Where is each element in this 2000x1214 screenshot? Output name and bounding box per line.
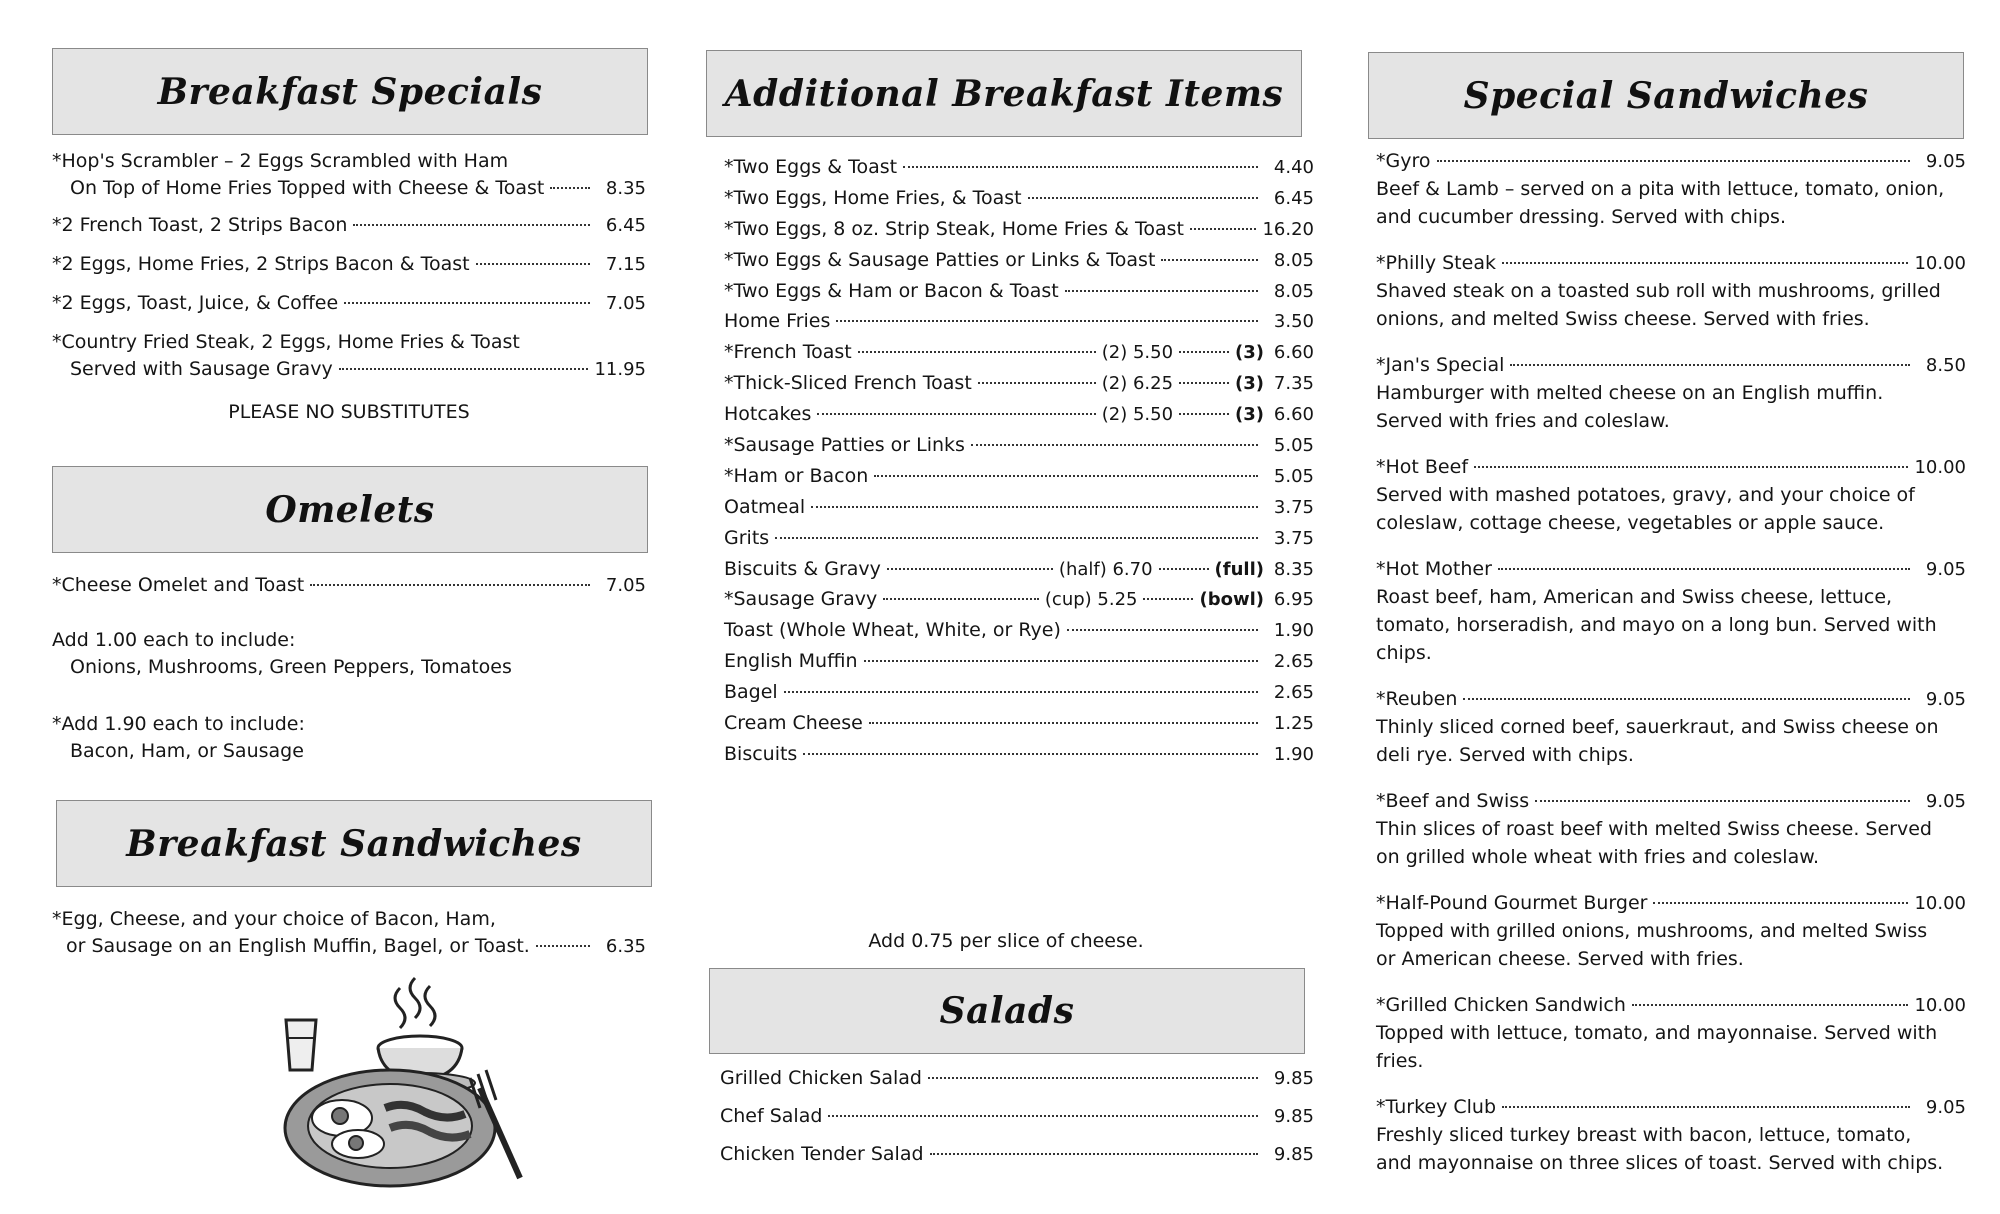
menu-item <box>724 741 1314 768</box>
menu-item <box>1376 1094 1966 1177</box>
item-price: 7.15 <box>605 254 646 275</box>
add-ons-group <box>52 627 646 681</box>
item-description: Topped with lettuce, tomato, and mayonnaise. Served with fries. <box>1376 1022 1938 1072</box>
leader-dots <box>784 691 1258 693</box>
menu-item <box>724 556 1314 583</box>
leader-dots <box>803 753 1258 755</box>
middle-column <box>706 0 1314 1214</box>
item-size-label: (full) <box>1214 558 1264 580</box>
menu-item <box>1376 352 1966 435</box>
item-price: 7.05 <box>605 293 646 314</box>
item-price: 10.00 <box>1914 893 1966 914</box>
item-size-label: (3) <box>1235 342 1264 364</box>
item-price: 6.45 <box>605 215 646 236</box>
item-price: 9.05 <box>1925 151 1966 172</box>
leader-dots <box>1502 262 1909 264</box>
omelets-header <box>52 466 648 553</box>
leader-dots <box>869 722 1258 724</box>
menu-item <box>52 212 646 239</box>
item-price: 6.35 <box>605 936 646 957</box>
item-name: *Two Eggs, 8 oz. Strip Steak, Home Fries & Toast <box>724 217 1184 240</box>
breakfast-specials-list <box>52 148 646 423</box>
item-name: Grilled Chicken Salad <box>720 1067 922 1089</box>
item-price: 8.35 <box>605 178 646 199</box>
special-sandwiches-title: Special Sandwiches <box>1463 74 1869 117</box>
additional-items-header <box>706 50 1302 137</box>
leader-dots <box>1190 228 1257 230</box>
leader-dots <box>1179 382 1229 384</box>
item-name: Home Fries <box>724 310 831 333</box>
item-name: *Country Fried Steak, 2 Eggs, Home Fries & Toast <box>52 331 520 353</box>
leader-dots <box>858 351 1096 353</box>
item-name: *Philly Steak <box>1376 252 1496 274</box>
item-size-label: (bowl) <box>1199 589 1264 611</box>
item-description: Shaved steak on a toasted sub roll with mushrooms, grilled onions, and melted Swiss cheese. Served with fries. <box>1376 280 1941 330</box>
item-price: 2.65 <box>1273 651 1314 673</box>
item-name: *Thick-Sliced French Toast <box>724 372 972 395</box>
menu-item <box>52 251 646 278</box>
item-name: *Reuben <box>1376 688 1458 710</box>
leader-dots <box>1474 466 1908 468</box>
item-name: Bagel <box>724 681 778 704</box>
item-name: *Jan's Special <box>1376 354 1505 376</box>
leader-dots <box>817 413 1095 415</box>
item-header <box>1376 454 1966 481</box>
leader-dots <box>1437 160 1911 162</box>
leader-dots <box>811 506 1258 508</box>
item-price: 1.25 <box>1273 713 1314 735</box>
left-column <box>52 0 652 1214</box>
add-on-heading: Add 1.00 each to include: <box>52 629 296 651</box>
item-name: Chicken Tender Salad <box>720 1143 924 1165</box>
additional-items-list <box>724 154 1314 772</box>
leader-dots <box>1510 364 1910 366</box>
item-price: 6.60 <box>1273 342 1314 364</box>
menu-item <box>52 572 646 599</box>
item-name: *Two Eggs & Sausage Patties or Links & Toast <box>724 248 1156 271</box>
item-price: 3.50 <box>1273 311 1314 333</box>
item-name: Biscuits & Gravy <box>724 557 881 580</box>
menu-item <box>724 308 1314 335</box>
item-name-cont: Served with Sausage Gravy <box>70 358 333 380</box>
leader-dots <box>1067 629 1258 631</box>
item-size-label: (3) <box>1235 373 1264 395</box>
menu-item <box>724 617 1314 644</box>
item-name-cont: On Top of Home Fries Topped with Cheese & Toast <box>70 177 545 199</box>
salads-list <box>720 1065 1314 1179</box>
item-price: 11.95 <box>594 359 646 380</box>
item-size-price: (2) 6.25 <box>1101 373 1174 395</box>
additional-items-title: Additional Breakfast Items <box>724 72 1284 115</box>
item-price: 9.85 <box>1273 1068 1314 1089</box>
menu-item <box>724 216 1314 243</box>
menu-item <box>724 494 1314 521</box>
leader-dots <box>344 302 590 304</box>
item-size-price: (cup) 5.25 <box>1044 589 1138 611</box>
leader-dots <box>476 263 590 265</box>
special-sandwiches-header <box>1368 52 1964 139</box>
item-name: *Hop's Scrambler – 2 Eggs Scrambled with Ham <box>52 150 509 172</box>
item-name: *Gyro <box>1376 150 1431 172</box>
leader-dots <box>1143 598 1193 600</box>
leader-dots <box>1065 290 1258 292</box>
menu-item <box>52 148 646 202</box>
menu-item <box>52 329 646 383</box>
add-on-options: Onions, Mushrooms, Green Peppers, Tomatoes <box>70 656 512 678</box>
item-name: *Grilled Chicken Sandwich <box>1376 994 1626 1016</box>
item-price: 2.65 <box>1273 682 1314 704</box>
item-header <box>1376 1094 1966 1121</box>
item-price: 7.35 <box>1273 373 1314 395</box>
item-header <box>1376 556 1966 583</box>
leader-dots <box>310 584 590 586</box>
breakfast-specials-header <box>52 48 648 135</box>
item-description: Beef & Lamb – served on a pita with lettuce, tomato, onion, and cucumber dressing. Served with chips. <box>1376 178 1945 228</box>
item-name: *Hot Mother <box>1376 558 1492 580</box>
item-price: 10.00 <box>1914 995 1966 1016</box>
item-price: 10.00 <box>1914 253 1966 274</box>
menu-item <box>724 710 1314 737</box>
item-description: Hamburger with melted cheese on an English muffin. Served with fries and coleslaw. <box>1376 382 1884 432</box>
cheese-note: Add 0.75 per slice of cheese. <box>868 930 1144 952</box>
item-header <box>1376 686 1966 713</box>
item-price: 8.50 <box>1925 355 1966 376</box>
leader-dots <box>978 382 1096 384</box>
item-price: 1.90 <box>1273 620 1314 642</box>
right-column <box>1366 0 1966 1214</box>
item-name: *2 French Toast, 2 Strips Bacon <box>52 214 348 236</box>
leader-dots <box>1179 351 1229 353</box>
item-price: 9.05 <box>1925 1097 1966 1118</box>
item-price: 6.60 <box>1273 404 1314 426</box>
item-price: 9.05 <box>1925 791 1966 812</box>
item-name: Grits <box>724 526 770 549</box>
item-header <box>1376 992 1966 1019</box>
item-name: Chef Salad <box>720 1105 823 1127</box>
item-name: *Beef and Swiss <box>1376 790 1530 812</box>
leader-dots <box>1161 259 1258 261</box>
leader-dots <box>1028 197 1258 199</box>
menu-item <box>1376 556 1966 667</box>
leader-dots <box>1535 800 1910 802</box>
item-name: *Two Eggs, Home Fries, & Toast <box>724 186 1022 209</box>
item-name: Hotcakes <box>724 403 812 426</box>
add-ons-group <box>52 711 646 765</box>
item-price: 8.05 <box>1273 249 1314 271</box>
leader-dots <box>864 660 1259 662</box>
item-price: 10.00 <box>1914 457 1966 478</box>
leader-dots <box>550 187 590 189</box>
item-size-price: (2) 5.50 <box>1101 342 1174 364</box>
item-name: *Sausage Patties or Links <box>724 434 965 457</box>
item-description: Served with mashed potatoes, gravy, and your choice of coleslaw, cottage cheese, vegetables or apple sauce. <box>1376 484 1915 534</box>
leader-dots <box>536 945 590 947</box>
item-name: *Turkey Club <box>1376 1096 1497 1118</box>
leader-dots <box>887 568 1053 570</box>
item-name: *French Toast <box>724 341 852 364</box>
leader-dots <box>971 444 1258 446</box>
item-size-price: (half) 6.70 <box>1058 558 1153 580</box>
item-name: *Egg, Cheese, and your choice of Bacon, Ham, <box>52 908 496 930</box>
item-name: English Muffin <box>724 650 858 673</box>
item-name: *Cheese Omelet and Toast <box>52 574 305 596</box>
menu-item <box>724 648 1314 675</box>
omelets-list <box>52 572 646 765</box>
leader-dots <box>928 1077 1258 1079</box>
breakfast-sandwiches-title: Breakfast Sandwiches <box>126 822 582 865</box>
item-price: 5.05 <box>1273 435 1314 457</box>
item-description: Topped with grilled onions, mushrooms, and melted Swiss or American cheese. Served with fries. <box>1376 920 1928 970</box>
leader-dots <box>874 475 1258 477</box>
menu-item <box>724 370 1314 397</box>
leader-dots <box>903 166 1258 168</box>
item-price: 9.85 <box>1273 1144 1314 1165</box>
menu-item <box>1376 148 1966 231</box>
item-price: 3.75 <box>1273 527 1314 549</box>
menu-item <box>724 247 1314 274</box>
leader-dots <box>339 368 589 370</box>
menu-item <box>724 339 1314 366</box>
item-price: 7.05 <box>605 575 646 596</box>
item-name: *2 Eggs, Home Fries, 2 Strips Bacon & Toast <box>52 253 470 275</box>
menu-item <box>1376 686 1966 769</box>
special-sandwiches-list <box>1376 148 1966 1196</box>
item-name: *Ham or Bacon <box>724 464 869 487</box>
item-price: 6.45 <box>1273 187 1314 209</box>
menu-item <box>724 525 1314 552</box>
menu-item <box>1376 250 1966 333</box>
menu-item <box>724 278 1314 305</box>
item-price: 8.05 <box>1273 280 1314 302</box>
menu-item <box>52 906 646 960</box>
item-header <box>1376 352 1966 379</box>
menu-item <box>1376 992 1966 1075</box>
menu-item <box>724 679 1314 706</box>
leader-dots <box>1653 902 1908 904</box>
item-price: 3.75 <box>1273 496 1314 518</box>
no-substitutes-note: PLEASE NO SUBSTITUTES <box>228 401 470 423</box>
menu-item <box>52 290 646 317</box>
omelets-title: Omelets <box>265 488 435 531</box>
leader-dots <box>1179 413 1229 415</box>
item-name: *Half-Pound Gourmet Burger <box>1376 892 1648 914</box>
item-price: 6.95 <box>1273 589 1314 611</box>
item-price: 4.40 <box>1273 157 1314 178</box>
item-name: *Hot Beef <box>1376 456 1469 478</box>
menu-item <box>1376 890 1966 973</box>
item-description: Thinly sliced corned beef, sauerkraut, and Swiss cheese on deli rye. Served with chips. <box>1376 716 1939 766</box>
menu-item <box>720 1065 1314 1092</box>
item-price: 5.05 <box>1273 465 1314 487</box>
breakfast-specials-title: Breakfast Specials <box>157 70 543 113</box>
menu-item <box>724 463 1314 490</box>
item-size-price: (2) 5.50 <box>1101 404 1174 426</box>
item-description: Roast beef, ham, American and Swiss cheese, lettuce, tomato, horseradish, and mayo on a long bun. Served with chips. <box>1376 586 1937 664</box>
menu-item <box>724 586 1314 613</box>
menu-item <box>724 185 1314 212</box>
leader-dots <box>1463 698 1910 700</box>
item-name: *Sausage Gravy <box>724 588 878 611</box>
menu-item <box>724 154 1314 181</box>
leader-dots <box>775 537 1258 539</box>
item-size-label: (3) <box>1235 404 1264 426</box>
item-price: 9.05 <box>1925 689 1966 710</box>
leader-dots <box>1502 1106 1910 1108</box>
item-header <box>1376 148 1966 175</box>
item-price: 9.85 <box>1273 1106 1314 1127</box>
leader-dots <box>930 1153 1258 1155</box>
breakfast-sandwiches-list <box>52 906 646 960</box>
leader-dots <box>828 1115 1258 1117</box>
menu-item <box>1376 788 1966 871</box>
menu-item <box>724 401 1314 428</box>
salads-header <box>709 968 1305 1054</box>
item-header <box>1376 250 1966 277</box>
item-header <box>1376 890 1966 917</box>
item-name: Cream Cheese <box>724 712 863 735</box>
item-price: 16.20 <box>1262 218 1314 240</box>
item-name: Toast (Whole Wheat, White, or Rye) <box>724 619 1061 642</box>
item-name-cont: or Sausage on an English Muffin, Bagel, or Toast. <box>66 935 530 957</box>
add-on-options: Bacon, Ham, or Sausage <box>70 740 304 762</box>
add-on-heading: *Add 1.90 each to include: <box>52 713 305 735</box>
item-description: Thin slices of roast beef with melted Swiss cheese. Served on grilled whole wheat with fries and coleslaw. <box>1376 818 1932 868</box>
leader-dots <box>883 598 1039 600</box>
item-price: 9.05 <box>1925 559 1966 580</box>
menu-item <box>720 1103 1314 1130</box>
breakfast-plate-illustration <box>280 968 540 1193</box>
item-name: *Two Eggs & Toast <box>724 156 898 178</box>
menu-item <box>724 432 1314 459</box>
leader-dots <box>1159 568 1209 570</box>
item-name: Oatmeal <box>724 495 806 518</box>
leader-dots <box>836 320 1258 322</box>
item-header <box>1376 788 1966 815</box>
leader-dots <box>353 224 590 226</box>
menu-item <box>1376 454 1966 537</box>
item-name: *2 Eggs, Toast, Juice, & Coffee <box>52 292 339 314</box>
leader-dots <box>1632 1004 1909 1006</box>
item-name: Biscuits <box>724 742 798 765</box>
menu-item <box>720 1141 1314 1168</box>
item-name: *Two Eggs & Ham or Bacon & Toast <box>724 279 1059 302</box>
leader-dots <box>1498 568 1910 570</box>
item-price: 8.35 <box>1273 558 1314 580</box>
item-price: 1.90 <box>1273 743 1314 765</box>
salads-title: Salads <box>939 990 1075 1032</box>
item-description: Freshly sliced turkey breast with bacon, lettuce, tomato, and mayonnaise on three slices of toast. Served with chips. <box>1376 1124 1944 1174</box>
breakfast-sandwiches-header <box>56 800 652 887</box>
